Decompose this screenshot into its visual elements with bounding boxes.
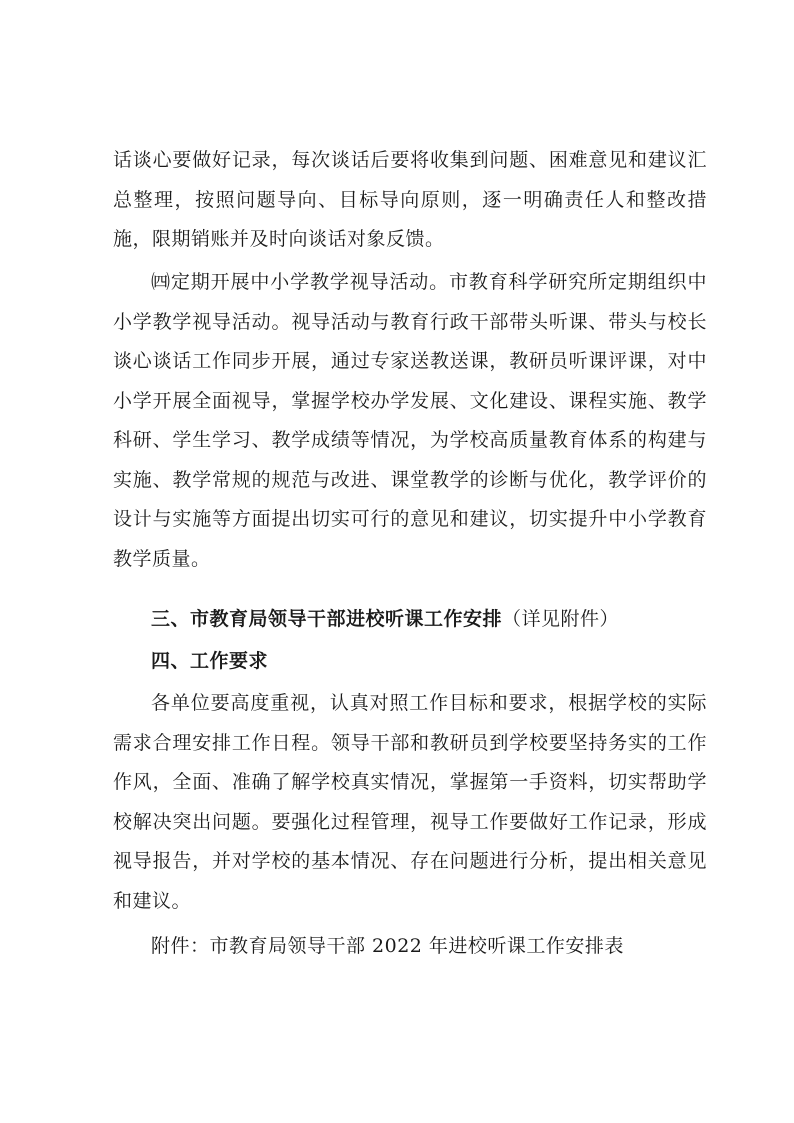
section-heading-three [113,600,707,640]
paragraph-record-conversation: 话谈心要做好记录，每次谈话后要将收集到问题、困难意见和建议汇总整理，按照问题导向、目标导向原则，逐一明确责任人和整改措施，限期销账并及时向谈话对象反馈。 [113,149,707,250]
paragraph-teaching-inspection: ㈣定期开展中小学教学视导活动。市教育科学研究所定期组织中小学教学视导活动。视导活动与教育行政干部带头听课、带头与校长谈心谈话工作同步开展，通过专家送教送课，教研员听课评课，对中小学开展全面视导，掌握学校办学发展、文化建设、课程实施、教学科研、学生学习、教学成绩等情况，为学校高质量教育体系的构建与实施、教学常规的规范与改进、课堂教学的诊断与优化，教学评价的设计与实施等方面提出切实可行的意见和建议，切实提升中小学教育教学质量。 [113,271,707,570]
section-heading-four: 四、工作要求 [151,650,269,672]
section-heading-three-note: （详见附件） [502,608,620,630]
attachment-line: 附件：市教育局领导干部 2022 年进校听课工作安排表 [151,935,624,957]
paragraph-work-requirements: 各单位要高度重视，认真对照工作目标和要求，根据学校的实际需求合理安排工作日程。领导干部和教研员到学校要坚持务实的工作作风，全面、准确了解学校真实情况，掌握第一手资料，切实帮助学校解决突出问题。要强化过程管理，视导工作要做好工作记录，形成视导报告，并对学校的基本情况、存在问题进行分析，提出相关意见和建议。 [113,692,707,912]
section-heading-three-title: 三、市教育局领导干部进校听课工作安排 [151,608,503,630]
